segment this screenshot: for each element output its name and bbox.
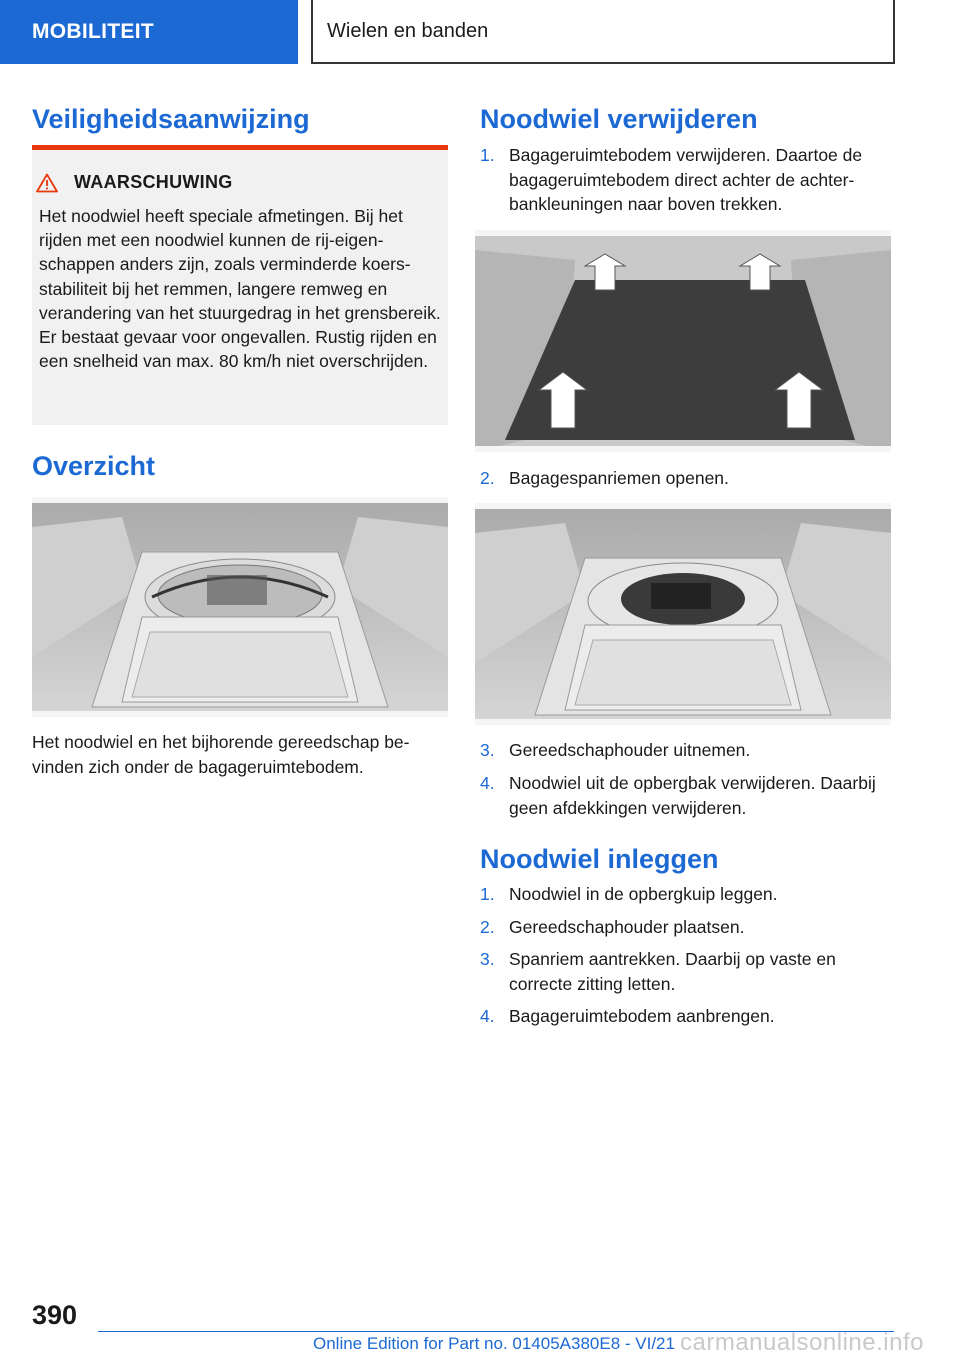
step-number: 4. — [480, 773, 495, 793]
warning-triangle-icon — [36, 173, 58, 193]
remove-heading: Noodwiel verwijderen — [480, 104, 758, 134]
step-text: Bagagespanriemen openen. — [509, 468, 729, 488]
step-text: Gereedschaphouder plaatsen. — [509, 917, 745, 937]
chapter-tab — [311, 0, 895, 64]
watermark: carmanualsonline.info — [680, 1329, 924, 1356]
footer-edition: Online Edition for Part no. 01405A380E8 - VI/21 — [313, 1334, 675, 1353]
step-text: Noodwiel in de opbergkuip leggen. — [509, 884, 778, 904]
step-number: 4. — [480, 1006, 495, 1026]
step-text: Gereedschaphouder uitnemen. — [509, 740, 751, 760]
step-text: Bagageruimtebodem aanbrengen. — [509, 1006, 775, 1026]
step-number: 2. — [480, 468, 495, 488]
step-number: 1. — [480, 884, 495, 904]
overview-text: Het noodwiel en het bijhorende gereedschap bevinden zich onder de bagageruimtebodem. — [32, 732, 410, 777]
section-tab — [0, 0, 298, 64]
overview-heading: Overzicht — [32, 451, 156, 481]
step-text: Noodwiel uit de opbergbak verwijderen. Daarbij geen afdekkingen verwijderen. — [509, 773, 876, 818]
warning-text: Het noodwiel heeft speciale afmetingen. Bij het rijden met een noodwiel kunnen de rij-eigenschappen anders zijn, zoals verminderde koersstabiliteit bij het remmen, langere remweg en verandering van het stuurgedrag in het grensbereik. Er bestaat gevaar voor ongevallen. Rustig rijden en een snelheid van max. 80 km/h niet overschrijden. — [39, 206, 441, 372]
step-number: 2. — [480, 917, 495, 937]
step-text: Spanriem aantrekken. Daarbij op vaste en correcte zitting letten. — [509, 949, 836, 994]
chapter-title: Wielen en banden — [327, 19, 489, 42]
section-title: MOBILITEIT — [32, 20, 154, 43]
step-number: 3. — [480, 740, 495, 760]
tool-holder-image — [475, 503, 891, 725]
step-text: Bagageruimtebodem verwijderen. Daartoe de bagageruimtebodem direct achter de achterbankleuningen naar boven trekken. — [509, 145, 863, 214]
trunk-floor-lift-image — [475, 230, 891, 452]
safety-heading: Veiligheidsaanwijzing — [32, 104, 310, 134]
insert-heading: Noodwiel inleggen — [480, 844, 719, 874]
step-number: 3. — [480, 949, 495, 969]
page-number: 390 — [32, 1300, 78, 1330]
warning-header — [36, 172, 233, 193]
spare-wheel-well-image — [32, 497, 448, 717]
step-number: 1. — [480, 145, 495, 165]
warning-label: WAARSCHUWING — [74, 172, 233, 192]
